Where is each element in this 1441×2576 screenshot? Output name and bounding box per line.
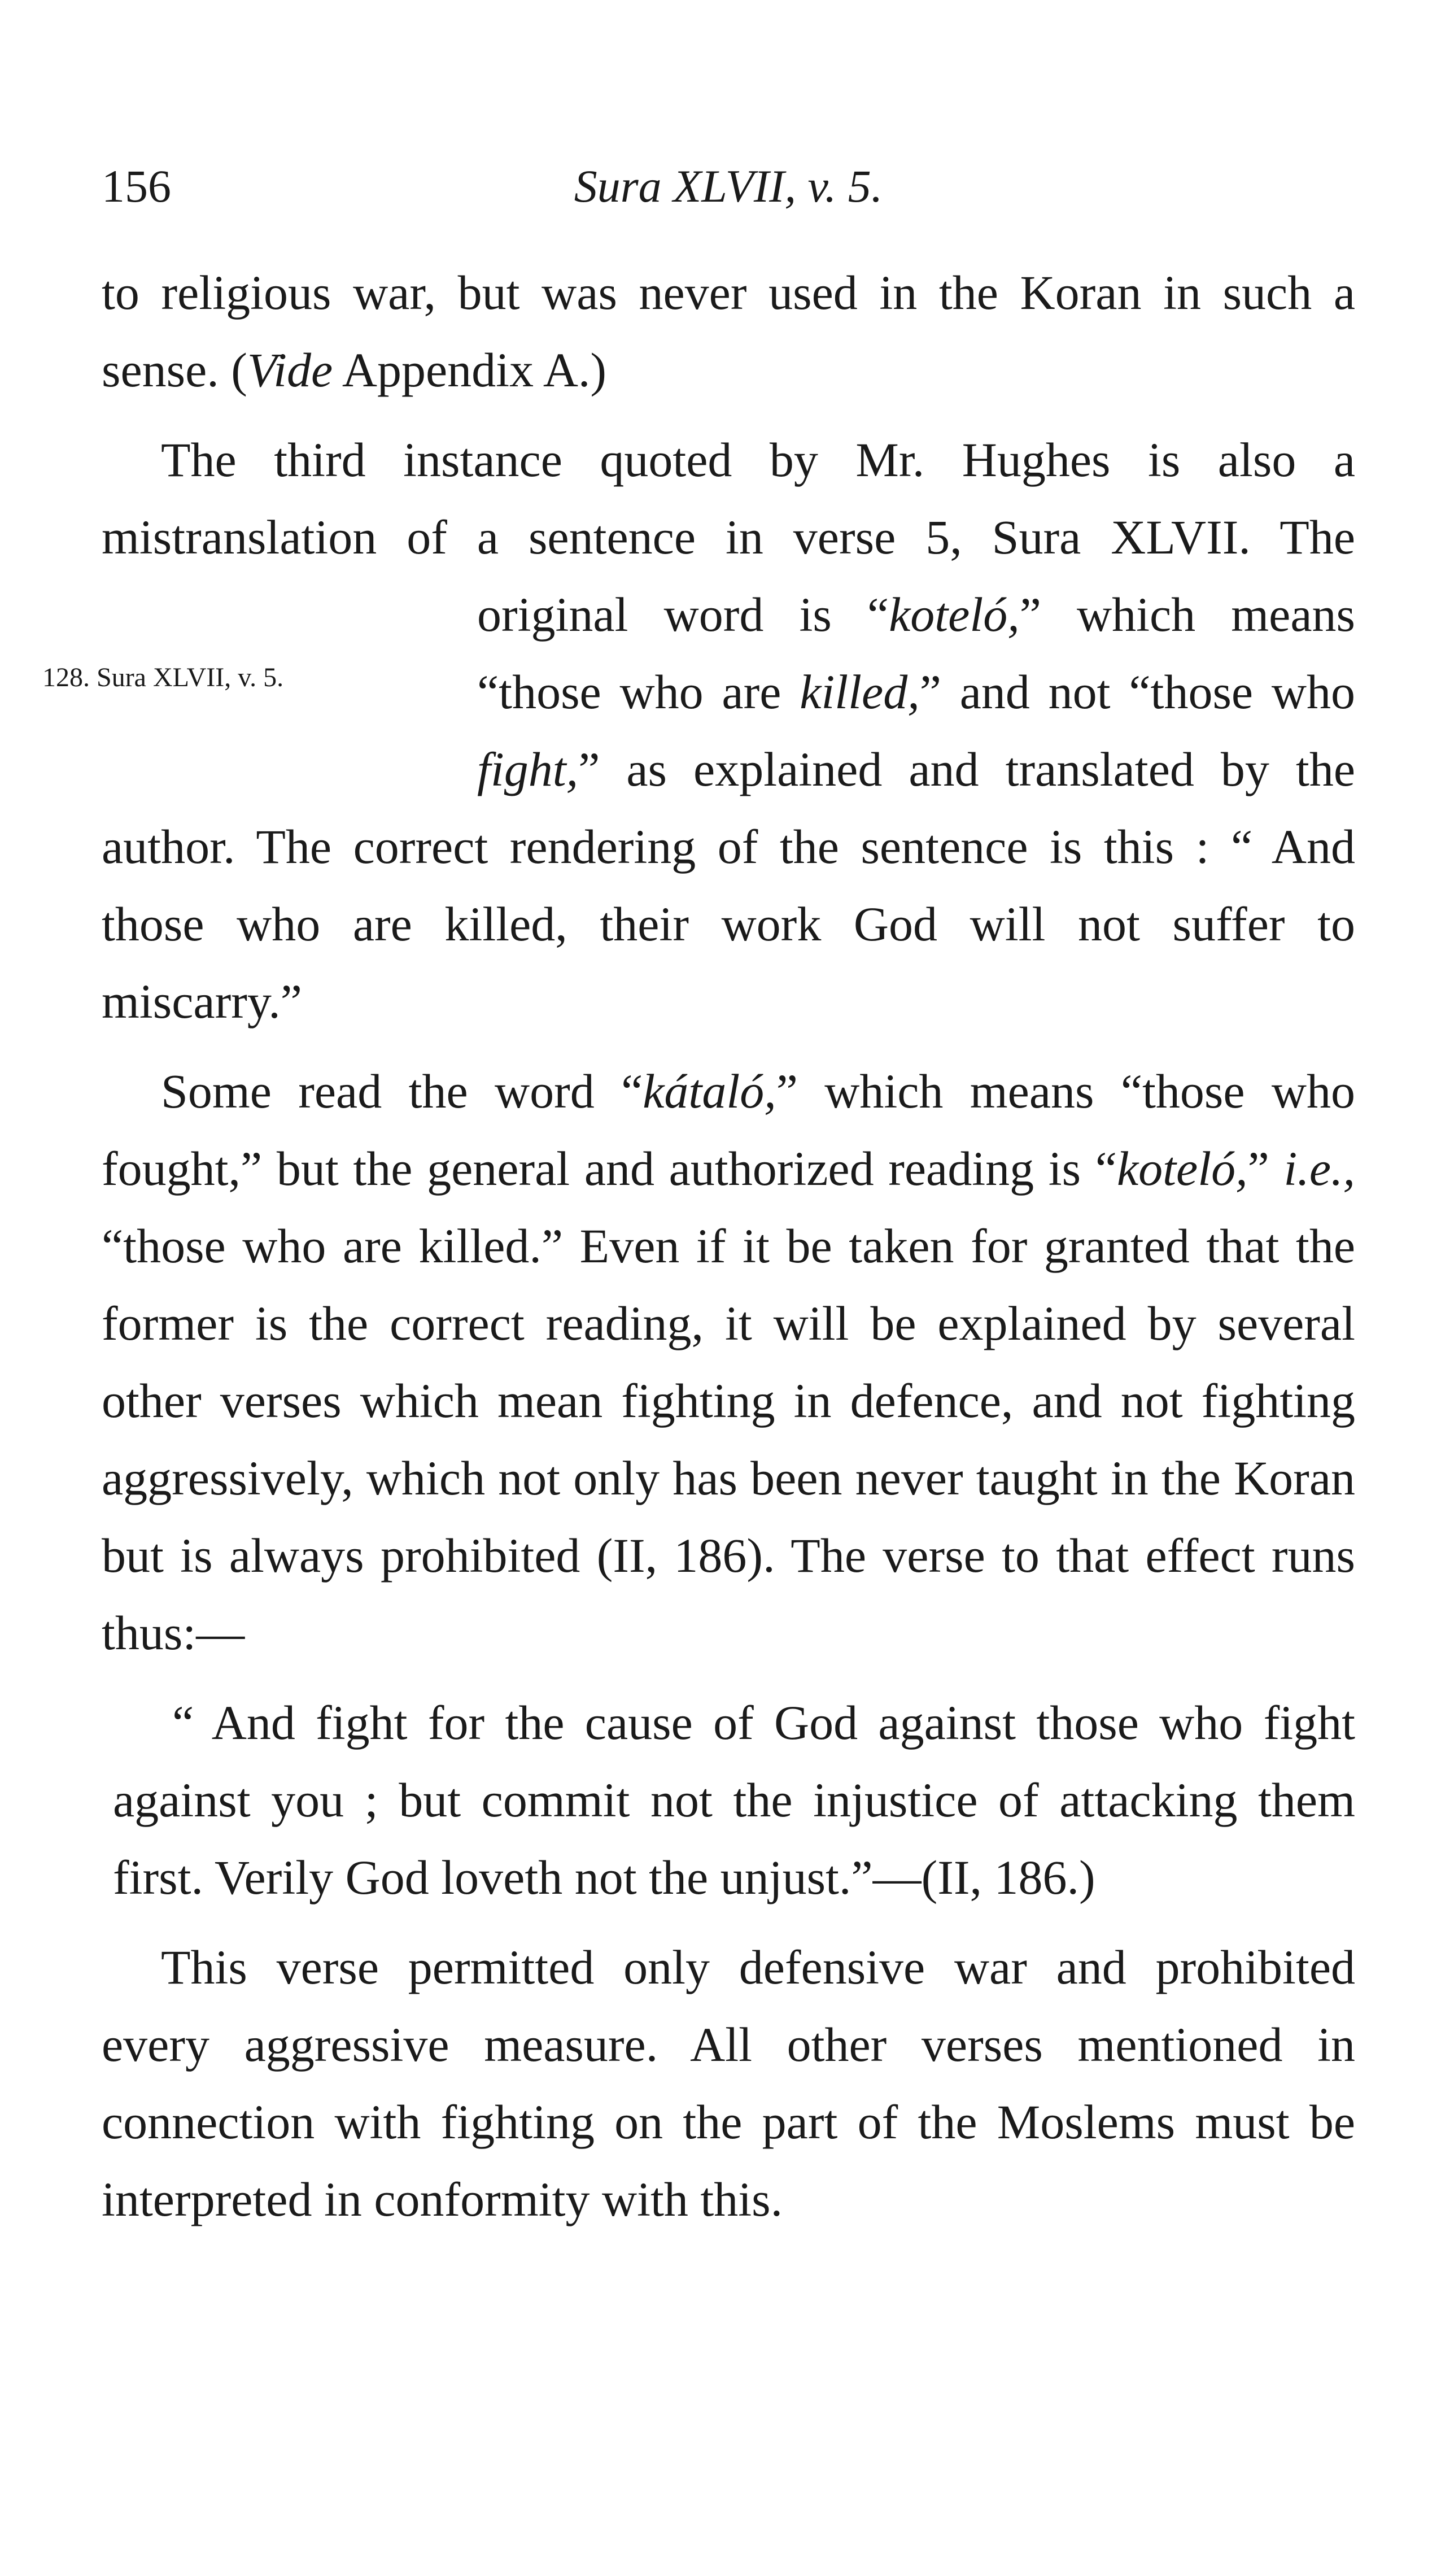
italic-run: i.e., <box>1283 1141 1355 1196</box>
italic-run: fight, <box>477 742 579 796</box>
italic-run: koteló, <box>1116 1141 1248 1196</box>
italic-run: killed, <box>800 665 920 719</box>
text-run: This verse permitted only defensive war and prohibited every aggressive measure. All other verses mentioned in connection with fighting on the part of the Moslems must be interpreted in conformity with this. <box>102 1940 1355 2226</box>
text-run: ” as explained and translated by the author. The correct rendering of the sentence is this : “ And those who are killed, their work God will not suffer to miscarry.” <box>102 742 1355 1028</box>
text-run: to religious war, but was never used in the Koran in such a sense. ( <box>102 265 1355 397</box>
text-run: “ And fight for the cause of God against those who fight against you ; but commit not the injustice of attacking them first. Verily God loveth not the unjust.”—(II, 186.) <box>113 1695 1355 1904</box>
text-run: “those who are killed.” Even if it be taken for granted that the former is the correct reading, it will be explained by several other verses which mean fighting in defence, and not fighting aggressively, which not only has been never taught in the Koran but is always prohibited (II, 186). The verse to that effect runs thus:— <box>102 1219 1355 1660</box>
page-number: 156 <box>102 160 171 212</box>
paragraph-3 <box>102 1053 1355 1672</box>
text-run: ” and not “those who <box>919 665 1355 719</box>
page-header <box>102 155 1355 217</box>
text-run: The third instance quoted by Mr. Hughes is also a mistranslation of a sentence in verse 5, Sura XLVII. The original word is “ <box>102 433 1355 642</box>
italic-run: kátaló, <box>643 1064 776 1118</box>
quoted-verse <box>102 1684 1355 1916</box>
italic-run: Vide <box>247 343 333 397</box>
paragraph-1 <box>102 254 1355 409</box>
text-run: ” <box>1247 1141 1284 1196</box>
running-head: Sura XLVII, v. 5. <box>574 160 883 212</box>
paragraph-2 <box>42 421 1355 1040</box>
italic-run: koteló, <box>889 587 1020 642</box>
text-run: ” which means “those who fought,” but the general and authorized reading is “ <box>102 1064 1355 1196</box>
marginal-note: 128. Sura XLVII, v. 5. <box>42 662 284 692</box>
paragraph-5 <box>102 1929 1355 2238</box>
body-text <box>42 254 1355 2238</box>
text-run: ” which means “those who are <box>477 587 1355 719</box>
text-run: Appendix A.) <box>333 343 607 397</box>
text-run: Some read the word “ <box>161 1064 643 1118</box>
